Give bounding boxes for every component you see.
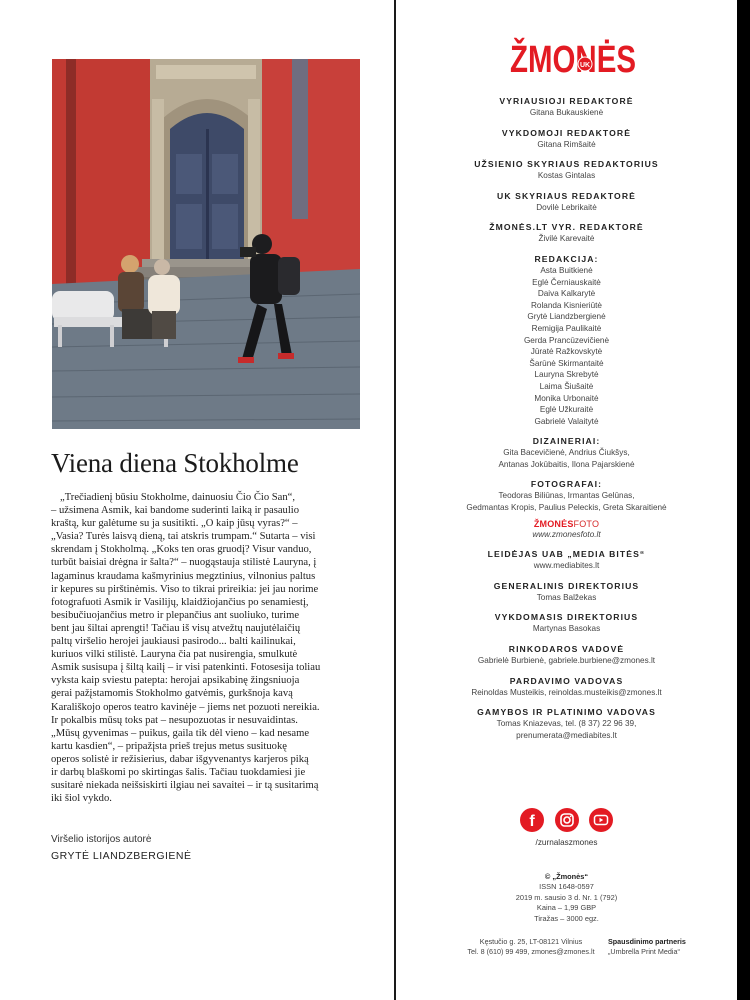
credit-name[interactable]: www.mediabites.lt [533, 561, 600, 571]
article-body [51, 491, 361, 805]
credit-role: GAMYBOS IR PLATINIMO VADOVAS [477, 707, 656, 718]
body-line: kartu kasdien“, – pripažįsta prieš trejus metus susituokę [51, 740, 287, 752]
credit-role: VYKDOMOJI REDAKTORĖ [501, 127, 632, 138]
foto-url[interactable]: www.zmonesfoto.lt [532, 529, 601, 539]
credit-role: PARDAVIMO VADOVAS [509, 675, 624, 686]
body-line: susitarė niekada neišsiskirti ilgiau nei savaitei – ir tą susitarimą [51, 780, 319, 792]
body-line: Asmik susisupa į šiltą kailį – ir visi patenkinti. Fotosesija toliau [51, 662, 321, 674]
credit-role: UK SKYRIAUS REDAKTORĖ [497, 190, 636, 201]
body-line: gerai pažįstamomis Stokholmo gatvėmis, gurkšnoja kavą [51, 688, 293, 700]
publisher-address [436, 937, 626, 957]
credit-name: Rolanda Kisnieriūtė [530, 300, 602, 310]
credit-role: LEIDĖJAS UAB „MEDIA BITĖS“ [487, 549, 646, 560]
credit-name: Monika Urbonaitė [534, 393, 599, 403]
credit-name: Jūratė Ražkovskytė [530, 347, 603, 357]
credit-name: Gabrielė Valaitytė [534, 416, 599, 426]
social-handle[interactable]: /zurnalaszmones [535, 838, 598, 847]
facebook-icon[interactable] [520, 808, 544, 832]
credit-name: Teodoras Biliūnas, Irmantas Gelūnas, [498, 491, 635, 501]
credit-block [396, 159, 737, 182]
credit-role: REDAKCIJA: [534, 253, 599, 264]
article-title: Viena diena Stokholme [51, 448, 299, 478]
photo-illustration [52, 59, 360, 429]
credit-role: VYRIAUSIOJI REDAKTORĖ [499, 96, 634, 106]
body-line: turbūt baisiai drėgna ir šalta?“ – nuogąstauja stilistė Lauryna, į [51, 557, 317, 569]
credit-role: FOTOGRAFAI: [530, 479, 603, 490]
credit-name: Živilė Karevaitė [538, 234, 595, 244]
author-label: Viršelio istorijos autorė [51, 834, 152, 845]
credit-role: UŽSIENIO SKYRIAUS REDAKTORIUS [474, 159, 659, 170]
body-line: bent jau šiltai aprengti! Tačiau iš visų atvežtų naujutėlaičių [51, 622, 301, 634]
body-line: vyksta kaip sviestu patepta: herojai apsikabinę žingsniuoja [51, 675, 300, 687]
body-line: – užsimena Asmik, kai bandome suderinti laiką ir pasaulio [51, 505, 300, 517]
credit-name: Gitana Rimšaitė [537, 139, 596, 149]
credit-name: Tomas Balžekas [536, 592, 597, 602]
credit-name: Gerda Prancūzevičienė [523, 335, 610, 345]
body-line: operos solistė ir režisierius, dabar išgyvenantys karjeros piką [51, 753, 309, 765]
credit-role: VYKDOMASIS DIREKTORIUS [494, 612, 639, 623]
imprint-block [396, 872, 737, 924]
print-partner [608, 937, 698, 957]
imprint-circulation: Tiražas – 3000 egz. [534, 913, 599, 923]
credit-block [396, 676, 737, 699]
credit-name: Daiva Kalkarytė [537, 289, 596, 299]
credit-block [396, 222, 737, 245]
credit-block [396, 436, 737, 470]
credits-list [396, 96, 737, 750]
credit-block [396, 707, 737, 741]
credit-block [396, 479, 737, 513]
credit-name: Gita Bacevičienė, Andrius Čiukšys, [503, 448, 630, 458]
body-line: „Trečiadienį būsiu Stokholme, dainuosiu Čio Čio San“, [60, 492, 296, 503]
credit-name: Martynas Basokas [532, 624, 601, 634]
logo-badge: UK [579, 62, 591, 69]
print-partner-label: Spausdinimo partneris [608, 937, 686, 946]
credit-name: Tomas Kniazevas, tel. (8 37) 22 96 39, [496, 719, 637, 729]
credit-name: Gedmantas Kropis, Paulius Peleckis, Greta Skaraitienė [466, 503, 667, 513]
credit-block [396, 644, 737, 667]
credit-name: Lauryna Skrebytė [534, 370, 599, 380]
right-page [396, 0, 737, 1000]
credit-role: GENERALINIS DIREKTORIUS [493, 580, 640, 591]
credit-name: Grytė Liandzbergienė [527, 312, 606, 322]
imprint-price: Kaina – 1,99 GBP [536, 903, 597, 913]
credit-name: Šarūnė Skirmantaitė [529, 358, 604, 368]
credit-name: Eglė Černiauskaitė [532, 277, 601, 287]
foto-logo-text: ŽMONĖS [533, 518, 574, 529]
credit-block [396, 191, 737, 214]
zmones-uk-logo [510, 36, 640, 80]
body-line: Karališkojo operos teatro kavinėje – jiems net pozuoti nereikia. [51, 701, 320, 713]
body-line: „Vasia? Turės laisvą dieną, tai atskris trumpam.“ Sutarta – visi [51, 531, 316, 543]
body-line: Ir pokalbis mūsų toks pat – nesupozuotas ir nesuvaidintas. [51, 714, 298, 726]
credit-block [396, 549, 737, 572]
body-line: skrendam į Stokholmą. „Koks ten oras gruodį? Visur vanduo, [51, 544, 312, 556]
imprint-issn: ISSN 1648-0597 [539, 882, 594, 892]
credit-name: Laima Šiušaitė [539, 381, 594, 391]
address-line: Tel. 8 (610) 99 499, zmones@zmones.lt [467, 947, 595, 956]
social-links [396, 808, 737, 847]
cover-story-photo [52, 59, 360, 429]
svg-text:f: f [529, 813, 535, 830]
credit-name[interactable]: Reinoldas Musteikis, reinoldas.musteikis@zmones.lt [471, 687, 662, 697]
credit-block [396, 128, 737, 151]
logo-text: ŽMON [510, 39, 622, 80]
body-line: ir darbų blaškomi po skirtingas šalis. Tačiau tuokdamiesi jie [51, 766, 306, 778]
credit-block [396, 254, 737, 427]
body-line: kraštą, kur galėtume su ja susitikti. „O kaip jūsų vyras?“ – [51, 518, 298, 530]
body-line: ir kepures su pirštinėmis. Viso to tikrai prireikia: jei jau norime [51, 583, 319, 595]
body-line: besibučiuojančius metro ir plepančius ant suoliuko, turime [51, 609, 300, 621]
foto-logo-block [396, 519, 737, 541]
credit-name: Dovilė Lebrikaitė [536, 202, 597, 212]
credit-role: RINKODAROS VADOVĖ [508, 644, 625, 655]
credit-name: Asta Buitkienė [540, 265, 593, 275]
body-line: fotografuoti Asmik ir Vasilijų, klaidžiojančius po senamiestį, [51, 596, 309, 608]
credit-name[interactable]: Gabrielė Burbienė, gabriele.burbiene@zmones.lt [477, 656, 656, 666]
author-name: GRYTĖ LIANDZBERGIENĖ [51, 850, 192, 862]
screen-edge [737, 0, 750, 1000]
foto-logo-suffix: FOTO [573, 518, 600, 529]
credit-name: Antanas Jokūbaitis, Ilona Pajarskienė [498, 459, 635, 469]
zmones-foto-logo [396, 519, 737, 529]
instagram-icon[interactable] [555, 808, 579, 832]
body-line: iki šiol vykdo. [51, 793, 112, 805]
credit-block [396, 96, 737, 119]
credit-name: Gitana Bukauskienė [529, 108, 604, 117]
body-line: kuriuos vilki stilistė. Lauryna čia pat nusirengia, smulkutė [51, 649, 298, 661]
imprint-issue: 2019 m. sausio 3 d. Nr. 1 (792) [515, 892, 618, 902]
credit-name: Remigija Paulikaitė [531, 323, 602, 333]
print-partner-name: „Umbrella Print Media“ [608, 947, 680, 956]
credit-name: Eglė Užkuraitė [539, 405, 594, 415]
credit-block [396, 612, 737, 635]
credit-name: Kostas Gintalas [537, 171, 596, 181]
address-line: Kęstučio g. 25, LT-08121 Vilnius [479, 937, 583, 946]
credit-name[interactable]: prenumerata@mediabites.lt [516, 730, 617, 740]
body-line: „Mūsų gyvenimas – puikus, gaila tik dėl vieno – kad nesame [51, 727, 310, 739]
youtube-icon[interactable] [589, 808, 613, 832]
credit-role: ŽMONĖS.LT VYR. REDAKTORĖ [489, 222, 644, 233]
imprint-brand: © „Žmonės“ [544, 872, 589, 881]
credit-role: DIZAINERIAI: [532, 436, 601, 447]
credit-block [396, 581, 737, 604]
body-line: paltų viršelio herojei jaukiausi pasirodo... balti kailinukai, [51, 636, 296, 648]
body-line: lagaminus kraudama kašmyrinius megztinius, vilnonius paltus [51, 570, 316, 582]
